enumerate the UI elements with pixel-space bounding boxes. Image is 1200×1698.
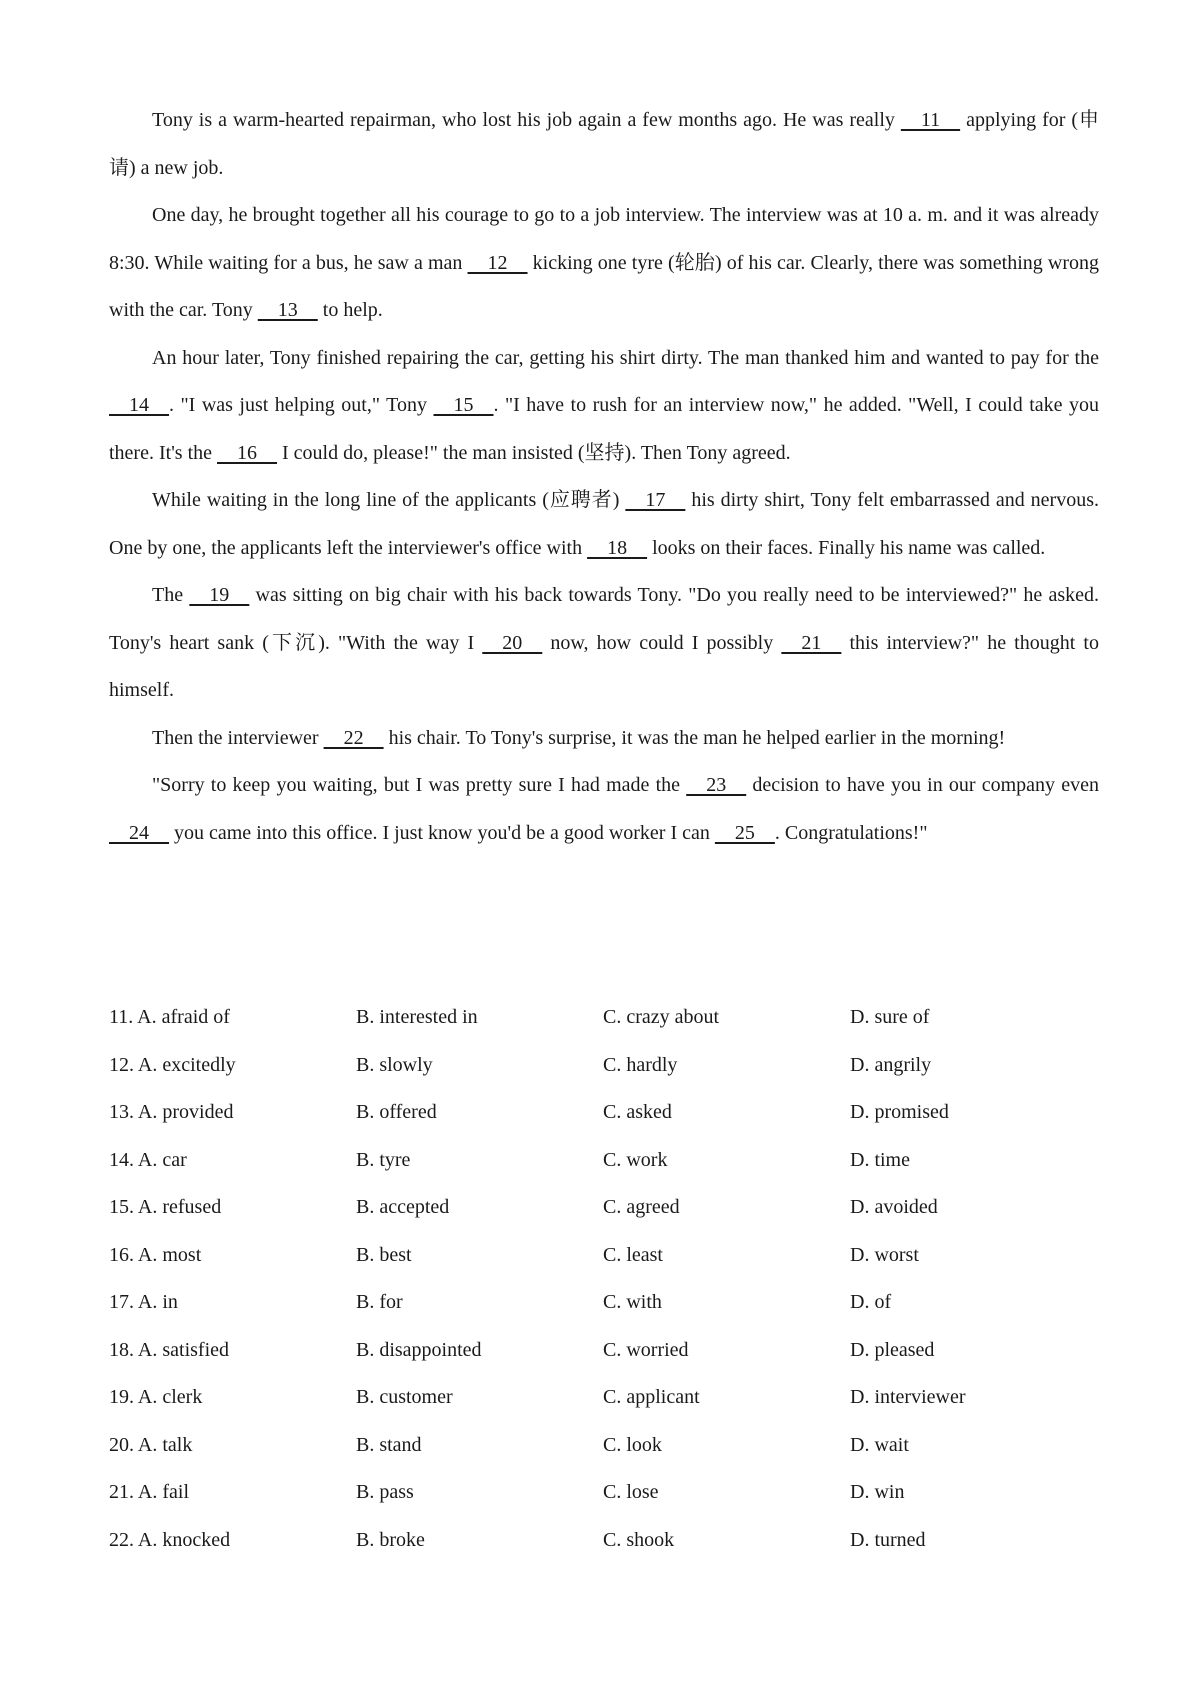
option-b [356,1291,603,1314]
passage-paragraph [109,715,1099,763]
option-text: A. afraid of [137,1006,230,1029]
option-d [850,1101,1097,1124]
option-b [356,1481,603,1504]
blank-17: 17 [625,489,686,511]
passage-text: was sitting on big chair with his back towards Tony. "Do you really need to be interviewed?" he asked. Tony's heart sank (下沉). "With the way I [109,584,1100,654]
passage-text: kicking one tyre (轮胎) of his car. Clearly, there was something wrong with the car. Tony [109,251,1099,321]
option-d [850,1006,1097,1029]
answer-options [109,994,1099,1564]
option-d [850,1481,1097,1504]
passage-paragraph [109,192,1099,335]
option-c [603,1149,850,1172]
option-a [109,1434,356,1457]
option-text: A. talk [137,1433,193,1456]
option-row [109,1422,1099,1470]
option-text: A. most [137,1243,202,1266]
option-text: C. shook [603,1528,675,1551]
option-row [109,1042,1099,1090]
option-text: C. crazy about [603,1006,720,1029]
option-d [850,1291,1097,1314]
option-c [603,1101,850,1124]
option-text: B. slowly [356,1053,433,1076]
passage-text: you came into this office. I just know you'd be a good worker I can [169,821,715,844]
passage-paragraph [109,335,1099,478]
option-a [109,1149,356,1172]
option-row [109,1184,1099,1232]
option-b [356,1101,603,1124]
option-c [603,1196,850,1219]
option-text: B. pass [356,1481,414,1504]
blank-13: 13 [257,299,318,321]
question-number: 16. [109,1243,134,1266]
passage-text: Tony is a warm-hearted repairman, who lost his job again a few months ago. He was really [152,109,901,131]
option-text: C. work [603,1148,668,1171]
option-c [603,1244,850,1267]
option-c [603,1386,850,1409]
option-b [356,1529,603,1552]
option-text: A. refused [137,1196,222,1219]
option-text: B. tyre [356,1148,411,1171]
passage-text: One day, he brought together all his courage to go to a job interview. The interview was at 10 a. m. and it was already 8:30. While waiting for a bus, he saw a man [109,204,1099,274]
blank-23: 23 [686,774,747,796]
option-d [850,1196,1097,1219]
option-b [356,1244,603,1267]
option-text: B. disappointed [356,1338,482,1361]
option-text: B. best [356,1243,412,1266]
option-text: C. look [603,1433,662,1456]
passage-text: . Congratulations!" [774,821,928,844]
option-row [109,1232,1099,1280]
passage-text: decision to have you in our company even [746,774,1099,796]
passage-text: to help. [317,299,383,321]
passage-paragraph [109,762,1099,857]
passage-paragraph [109,477,1099,572]
option-text: A. car [137,1148,187,1171]
option-row [109,1517,1099,1565]
question-number: 18. [109,1338,134,1361]
option-text: D. interviewer [850,1386,966,1409]
option-c [603,1291,850,1314]
passage-paragraph [109,572,1099,715]
option-b [356,1054,603,1077]
question-number: 14. [109,1148,134,1171]
option-a [109,1386,356,1409]
blank-24: 24 [109,821,169,844]
option-row [109,1469,1099,1517]
option-row [109,1327,1099,1375]
option-d [850,1386,1097,1409]
question-number: 11. [109,1006,134,1029]
option-text: A. provided [137,1101,234,1124]
option-a [109,1244,356,1267]
option-text: D. time [850,1148,910,1171]
option-d [850,1529,1097,1552]
option-b [356,1006,603,1029]
blank-16: 16 [217,441,278,464]
option-text: D. avoided [850,1196,938,1219]
option-b [356,1434,603,1457]
option-row [109,1279,1099,1327]
option-text: B. accepted [356,1196,450,1219]
option-d [850,1054,1097,1077]
blank-22: 22 [323,726,384,749]
question-number: 15. [109,1196,134,1219]
option-b [356,1339,603,1362]
option-text: D. wait [850,1433,909,1456]
option-c [603,1339,850,1362]
cloze-passage [109,97,1099,857]
option-row [109,1374,1099,1422]
option-c [603,1054,850,1077]
option-text: A. in [137,1291,178,1314]
option-text: A. clerk [137,1386,203,1409]
option-a [109,1196,356,1219]
option-c [603,1481,850,1504]
question-number: 22. [109,1528,134,1551]
option-b [356,1149,603,1172]
option-b [356,1196,603,1219]
option-c [603,1006,850,1029]
option-text: D. turned [850,1528,926,1551]
option-text: C. with [603,1291,662,1314]
option-text: A. excitedly [137,1053,236,1076]
option-d [850,1149,1097,1172]
blank-15: 15 [433,394,494,416]
question-number: 17. [109,1291,134,1314]
option-text: B. stand [356,1433,422,1456]
option-d [850,1339,1097,1362]
question-number: 13. [109,1101,134,1124]
option-text: C. hardly [603,1053,678,1076]
passage-text: . "I was just helping out," Tony [169,394,434,416]
option-row [109,1089,1099,1137]
option-text: A. fail [137,1481,189,1504]
option-text: D. promised [850,1101,949,1124]
option-b [356,1386,603,1409]
option-text: B. interested in [356,1006,478,1029]
option-text: D. sure of [850,1006,930,1029]
option-a [109,1529,356,1552]
option-d [850,1434,1097,1457]
option-d [850,1244,1097,1267]
option-row [109,994,1099,1042]
option-a [109,1054,356,1077]
passage-text: "Sorry to keep you waiting, but I was pretty sure I had made the [152,774,687,796]
passage-text: Then the interviewer [152,726,324,749]
option-a [109,1339,356,1362]
option-c [603,1529,850,1552]
option-text: A. satisfied [137,1338,229,1361]
option-row [109,1137,1099,1185]
passage-text: While waiting in the long line of the applicants (应聘者) [152,489,626,511]
option-text: B. offered [356,1101,437,1124]
passage-text: now, how could I possibly [542,631,782,654]
passage-text: I could do, please!" the man insisted (坚持). Then Tony agreed. [277,441,791,464]
blank-14: 14 [109,394,169,416]
blank-11: 11 [900,109,961,131]
blank-20: 20 [482,631,543,654]
passage-paragraph [109,97,1099,192]
question-number: 12. [109,1053,134,1076]
option-text: D. worst [850,1243,919,1266]
passage-text: this interview?" he thought to himself. [109,631,1099,701]
option-text: D. pleased [850,1338,935,1361]
passage-text: An hour later, Tony finished repairing the car, getting his shirt dirty. The man thanked him and wanted to pay for the [152,346,1099,369]
blank-18: 18 [587,536,648,559]
option-text: C. asked [603,1101,672,1124]
option-text: C. worried [603,1338,689,1361]
passage-text: . "I have to rush for an interview now," he added. "Well, I could take you there. It's the [109,394,1100,464]
passage-text: applying for (申请) a new job. [109,109,1099,179]
passage-text: looks on their faces. Finally his name was called. [647,536,1046,559]
option-text: D. win [850,1481,905,1504]
passage-text: his chair. To Tony's surprise, it was the man he helped earlier in the morning! [383,726,1006,749]
blank-21: 21 [781,631,842,654]
option-text: B. broke [356,1528,425,1551]
option-a [109,1481,356,1504]
option-text: C. agreed [603,1196,680,1219]
question-number: 20. [109,1433,134,1456]
option-text: B. customer [356,1386,453,1409]
blank-12: 12 [467,251,528,274]
option-text: C. lose [603,1481,659,1504]
option-a [109,1101,356,1124]
option-text: B. for [356,1291,403,1314]
blank-25: 25 [714,821,775,844]
option-a [109,1291,356,1314]
option-text: A. knocked [137,1528,231,1551]
option-c [603,1434,850,1457]
option-text: D. of [850,1291,892,1314]
option-text: D. angrily [850,1053,932,1076]
blank-19: 19 [189,584,250,606]
passage-text: The [152,584,190,606]
question-number: 21. [109,1481,134,1504]
passage-text: his dirty shirt, Tony felt embarrassed and nervous. One by one, the applicants left the interviewer's office with [109,489,1099,559]
option-a [109,1006,356,1029]
option-text: C. applicant [603,1386,700,1409]
option-text: C. least [603,1243,663,1266]
question-number: 19. [109,1386,134,1409]
